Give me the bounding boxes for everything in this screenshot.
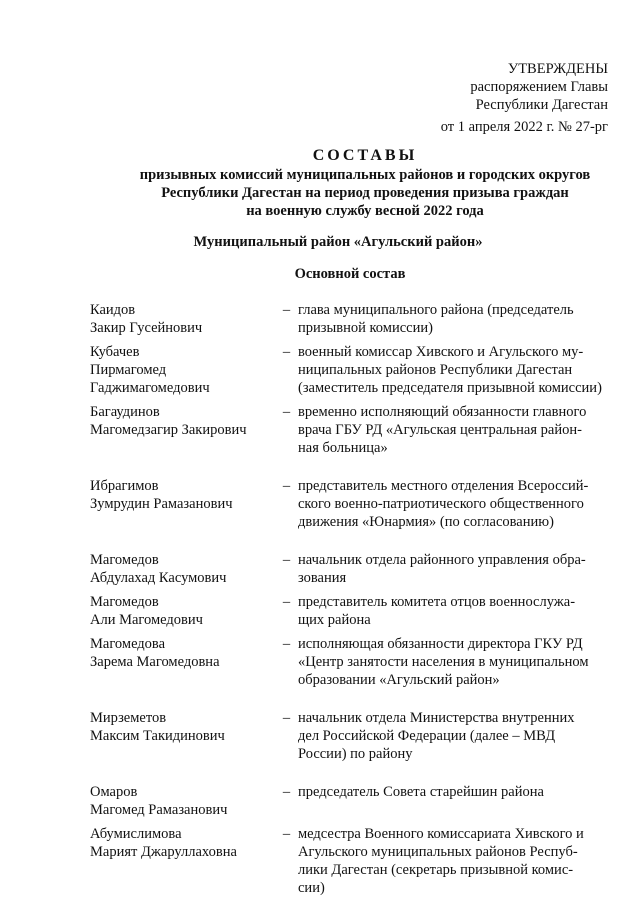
member-role-line: ниципальных районов Республики Дагестан [298,362,573,378]
member-role-line: председатель Совета старейшин района [298,784,544,800]
member-name-line: Зумрудин Рамазанович [90,496,233,512]
member-role [298,301,610,337]
member-name-line: Магомедова [90,636,166,652]
member-name [90,477,275,531]
member-row [90,783,610,819]
member-row [90,709,610,763]
member-name-line: Багаудинов [90,404,160,420]
member-name [90,783,275,819]
member-dash: – [282,826,291,842]
member-role-line: врача ГБУ РД «Агульская центральная район- [298,422,582,438]
member-name-line: Максим Такидинович [90,728,225,744]
order-reference: от 1 апреля 2022 г. № 27-рг [440,119,608,135]
district-heading: Муниципальный район «Агульский район» [193,234,483,250]
member-name [90,709,275,763]
member-name [90,403,275,457]
member-role-line: сии) [298,880,325,896]
member-role [298,477,610,531]
member-role-line: лики Дагестан (секретарь призывной комис- [298,862,574,878]
member-dash: – [282,710,291,726]
member-name-line: Омаров [90,784,138,800]
member-role-line: движения «Юнармия» (по согласованию) [298,514,554,530]
member-role [298,825,610,897]
document-title [0,147,640,220]
member-role [298,403,610,457]
member-role-line: дел Российской Федерации (далее – МВД [298,728,556,744]
member-name-line: Марият Джаруллаховна [90,844,237,860]
member-name-line: Магомедзагир Закирович [90,422,247,438]
member-row [90,825,610,897]
member-name [90,343,275,397]
member-name-line: Магомедов [90,594,159,610]
member-name [90,635,275,689]
member-role-line: исполняющая обязанности директора ГКУ РД [298,636,583,652]
member-dash: – [282,344,291,360]
title-line-2: Республики Дагестан на период проведения призыва граждан [161,185,569,201]
member-row [90,301,610,337]
member-role-line: представитель комитета отцов военнослужа- [298,594,576,610]
member-name-line: Пирмагомед [90,362,167,378]
title-main: СОСТАВЫ [312,147,418,164]
member-dash: – [282,404,291,420]
member-dash: – [282,552,291,568]
member-row [90,343,610,397]
member-name-line: Зарема Магомедовна [90,654,220,670]
member-dash: – [282,478,291,494]
approval-heading: УТВЕРЖДЕНЫ [507,61,608,77]
member-role-line: ная больница» [298,440,388,456]
member-role-line: щих района [298,612,371,628]
member-dash: – [282,594,291,610]
member-row [90,477,610,531]
member-row [90,551,610,587]
member-role-line: ского военно-патриотического общественного [298,496,584,512]
member-name [90,593,275,629]
member-name [90,301,275,337]
member-role-line: военный комиссар Хивского и Агульского му- [298,344,584,360]
member-role-line: (заместитель председателя призывной комиссии) [298,380,602,396]
composition-heading: Основной состав [294,266,406,282]
member-role [298,635,610,689]
member-name [90,825,275,897]
members-list [90,301,610,897]
member-dash: – [282,636,291,652]
member-row [90,593,610,629]
member-role-line: призывной комиссии) [298,320,433,336]
member-role-line: «Центр занятости населения в муниципальном [298,654,589,670]
member-name-line: Ибрагимов [90,478,159,494]
member-role-line: зования [298,570,347,586]
member-dash: – [282,784,291,800]
member-role-line: временно исполняющий обязанности главного [298,404,587,420]
member-name-line: Абумислимова [90,826,182,842]
member-row [90,635,610,689]
member-role-line: глава муниципального района (председатель [298,302,574,318]
member-name-line: Абдулахад Касумович [90,570,227,586]
member-name-line: Кубачев [90,344,140,360]
member-role-line: России) по району [298,746,413,762]
member-role [298,783,610,819]
title-line-1: призывных комиссий муниципальных районов и городских округов [139,167,591,183]
member-role-line: представитель местного отделения Всероссий- [298,478,589,494]
member-name-line: Мирземетов [90,710,167,726]
member-name-line: Магомедов [90,552,159,568]
member-role-line: Агульского муниципальных районов Респуб- [298,844,578,860]
member-role [298,551,610,587]
member-row [90,403,610,457]
approval-block [470,60,608,114]
member-name-line: Али Магомедович [90,612,203,628]
member-name-line: Гаджимагомедович [90,380,210,396]
member-role-line: образовании «Агульский район» [298,672,500,688]
approval-line-1: распоряжением Главы [470,79,608,95]
member-role [298,343,610,397]
member-name-line: Каидов [90,302,136,318]
member-name-line: Магомед Рамазанович [90,802,228,818]
member-role [298,593,610,629]
member-role-line: начальник отдела Министерства внутренних [298,710,575,726]
member-role-line: начальник отдела районного управления обра- [298,552,586,568]
approval-line-2: Республики Дагестан [475,97,608,113]
member-name-line: Закир Гусейнович [90,320,203,336]
title-line-3: на военную службу весной 2022 года [246,203,484,219]
member-role-line: медсестра Военного комиссариата Хивского и [298,826,584,842]
member-role [298,709,610,763]
member-dash: – [282,302,291,318]
member-name [90,551,275,587]
